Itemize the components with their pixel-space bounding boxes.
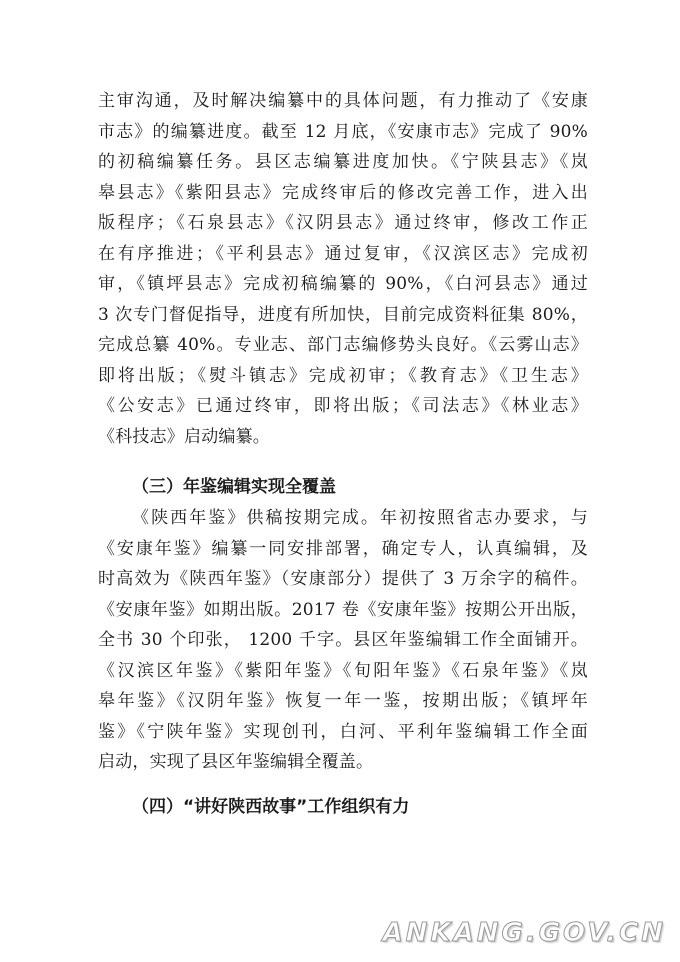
text-line: 《安康年鉴》编纂一同安排部署，确定专人，认真编辑，及 bbox=[98, 538, 588, 559]
text-line: 《安康年鉴》如期出版。2017 卷《安康年鉴》按期公开出版， bbox=[98, 599, 588, 620]
text-line: 在有序推进；《平利县志》通过复审，《汉滨区志》完成初 bbox=[98, 243, 588, 264]
paragraph-county-annals bbox=[98, 86, 588, 452]
text-line: 版程序；《石泉县志》《汉阴县志》通过终审，修改工作正 bbox=[98, 213, 588, 233]
text-line: 鉴》《宁陕年鉴》实现创刊，白河、平利年鉴编辑工作全面 bbox=[98, 721, 588, 742]
text-line: 即将出版；《熨斗镇志》完成初审；《教育志》《卫生志》 bbox=[98, 365, 588, 386]
text-line: 《公安志》已通过终审，即将出版；《司法志》《林业志》 bbox=[98, 396, 588, 416]
text-line: 《科技志》启动编纂。 bbox=[98, 426, 270, 447]
paragraph-yearbook bbox=[98, 503, 588, 778]
text-line: 全书 30 个印张， 1200 千字。县区年鉴编辑工作全面铺开。 bbox=[98, 630, 588, 650]
text-line: 皋县志》《紫阳县志》完成终审后的修改完善工作，进入出 bbox=[98, 182, 588, 203]
text-line: 市志》的编纂进度。截至 12 月底，《安康市志》完成了 90% bbox=[98, 121, 588, 142]
text-line: 完成总纂 40%。专业志、部门志编修势头良好。《云雾山志》 bbox=[98, 335, 588, 355]
text-line: 3 次专门督促指导，进度有所加快，目前完成资料征集 80%， bbox=[98, 304, 588, 325]
text-line: 主审沟通，及时解决编纂中的具体问题，有力推动了《安康 bbox=[98, 91, 588, 111]
section-heading-yearbook: （三）年鉴编辑实现全覆盖 bbox=[132, 477, 336, 497]
text-line: 审，《镇坪县志》完成初稿编纂的 90%，《白河县志》通过 bbox=[98, 274, 588, 294]
section-heading-shaanxi-stories: （四）“讲好陕西故事”工作组织有力 bbox=[132, 797, 410, 817]
text-line: 《汉滨区年鉴》《紫阳年鉴》《旬阳年鉴》《石泉年鉴》《岚 bbox=[98, 660, 588, 681]
text-line: 时高效为《陕西年鉴》（安康部分）提供了 3 万余字的稿件。 bbox=[98, 569, 588, 589]
text-line: 启动，实现了县区年鉴编辑全覆盖。 bbox=[98, 752, 374, 772]
site-watermark: ANKANG.GOV.CN bbox=[382, 918, 666, 948]
text-line: 《陕西年鉴》供稿按期完成。年初按照省志办要求，与 bbox=[132, 508, 588, 528]
text-line: 的初稿编纂任务。县区志编纂进度加快。《宁陕县志》《岚 bbox=[98, 152, 588, 172]
text-line: 皋年鉴》《汉阴年鉴》恢复一年一鉴，按期出版；《镇坪年 bbox=[98, 691, 588, 711]
